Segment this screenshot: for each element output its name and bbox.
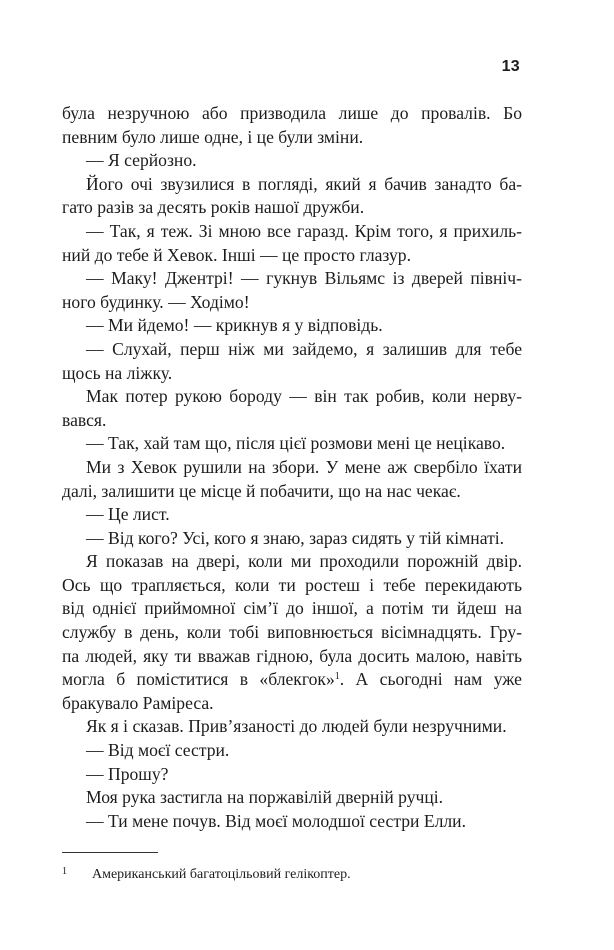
text-line: — Ти мене почув. Від моєї молодшої сестри Елли. xyxy=(86,810,466,831)
text-line: — Прошу? xyxy=(86,763,169,784)
text-line: Мак потер рукою бороду — він так робив, коли нерву- xyxy=(86,386,522,407)
footnote-text: Американський багатоцільовий гелікоптер. xyxy=(92,867,351,882)
text-line: певним було лише одне, і це були зміни. xyxy=(62,126,364,147)
text-line: — Я серйозно. xyxy=(86,150,197,171)
text-line: Його очі звузилися в погляді, який я бачив занадто ба- xyxy=(86,173,522,194)
footnote-divider xyxy=(62,852,158,853)
text-line: вався. xyxy=(62,409,107,430)
page-number: 13 xyxy=(501,58,520,75)
text-line: службу в день, коли тобі виповнюється вісімнадцять. Гру- xyxy=(62,622,522,643)
text-line: — Так, я теж. Зі мною все гаразд. Крім того, я прихиль- xyxy=(86,220,522,241)
body-text xyxy=(62,102,522,833)
text-line: бракувало Раміреса. xyxy=(62,692,214,713)
text-line: — Від моєї сестри. xyxy=(86,740,230,761)
text-line: — Так, хай там що, після цієї розмови мені це нецікаво. xyxy=(86,433,506,454)
text-line: Ось що трапляється, коли ти ростеш і тебе перекидають xyxy=(62,574,522,595)
text-line: — Це лист. xyxy=(86,504,170,525)
text-line: ного будинку. — Ходімо! xyxy=(62,291,250,312)
text-line: Як я і сказав. Прив’язаності до людей були незручними. xyxy=(86,716,507,737)
text-line: далі, залишити це місце й побачити, що на нас чекає. xyxy=(62,480,461,501)
text-line: па людей, яку ти вважав гідною, була досить малою, навіть xyxy=(62,645,522,666)
text-line: Моя рука застигла на поржавілій дверній ручці. xyxy=(86,787,444,808)
footnote-marker: 1 xyxy=(62,866,67,877)
text-line: гато разів за десять років нашої дружби. xyxy=(62,197,365,218)
footnote xyxy=(62,863,351,884)
text-line: — Ми йдемо! — крикнув я у відповідь. xyxy=(86,315,383,336)
text-line: — Від кого? Усі, кого я знаю, зараз сидять у тій кімнаті. xyxy=(86,527,505,548)
text-line: була незручною або призводила лише до провалів. Бо xyxy=(62,103,522,123)
text-line: щось на ліжку. xyxy=(62,362,173,383)
text-line: від однієї приймомної сім’ї до іншої, а потім ти йдеш на xyxy=(62,598,522,619)
footnote-reference: 1 xyxy=(334,671,340,683)
text-line: — Маку! Джентрі! — гукнув Вільямс із дверей північ- xyxy=(86,268,522,289)
text-line: ний до тебе й Хевок. Інші — це просто глазур. xyxy=(62,244,411,265)
text-line: — Слухай, перш ніж ми зайдемо, я залишив для тебе xyxy=(86,338,522,359)
text-line: могла б поміститися в «блекгок»$^1$. А сьогодні нам уже xyxy=(62,669,522,690)
text-line: Я показав на двері, коли ми проходили порожній двір. xyxy=(86,551,522,572)
text-line: Ми з Хевок рушили на збори. У мене аж свербіло їхати xyxy=(86,456,522,477)
